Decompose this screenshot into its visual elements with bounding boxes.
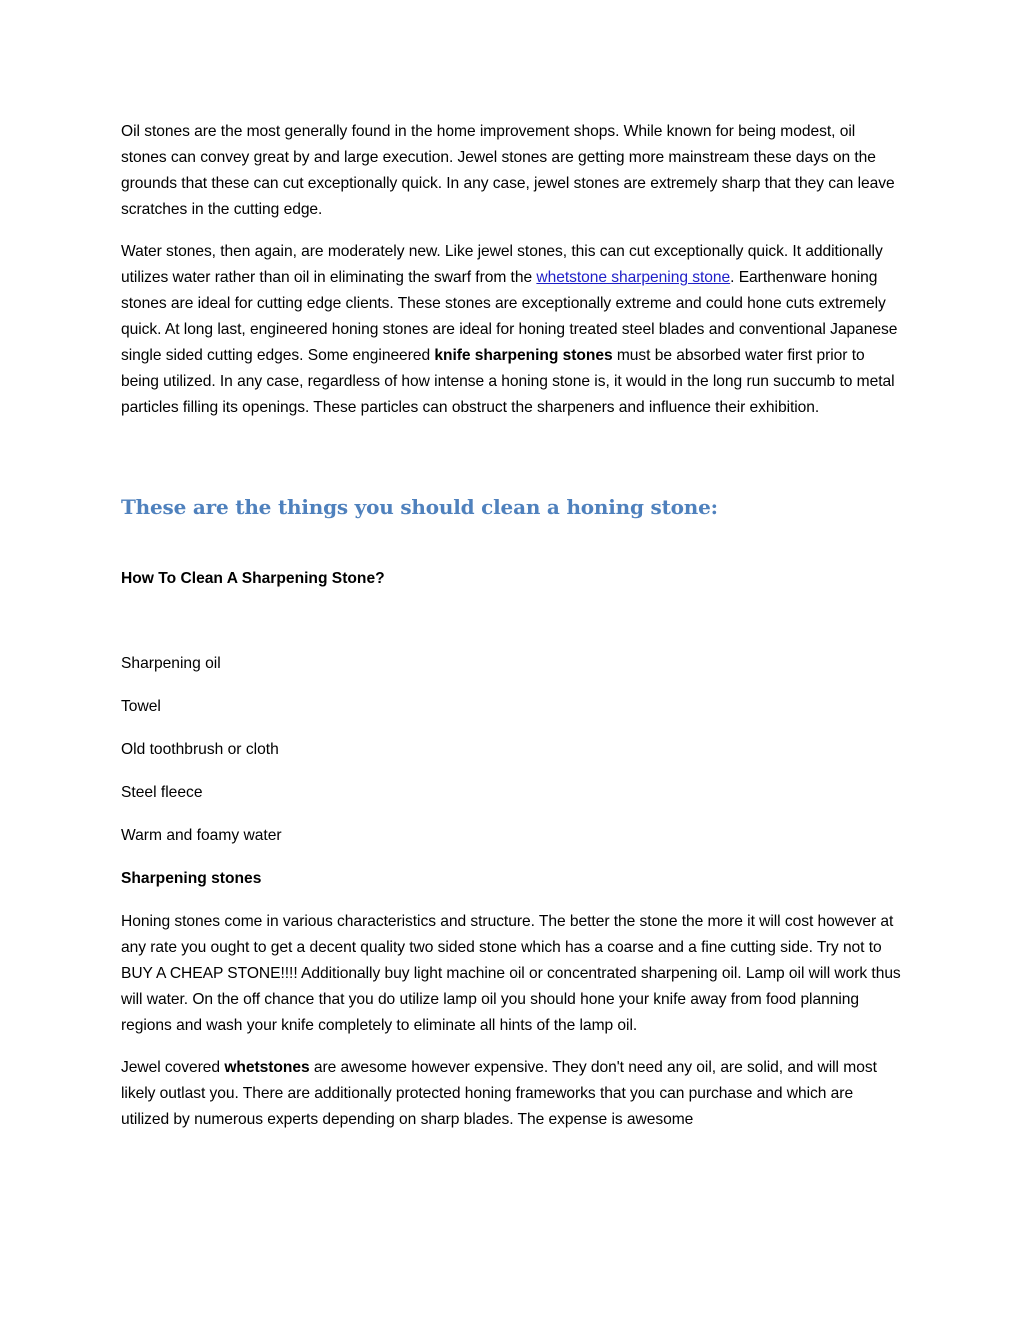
paragraph-text: Water stones, then again, are moderately new. Like jewel stones, this can cut exceptionally quick. It additionally utilizes water rather than oil in eliminating the swarf from the [121,243,883,286]
list-item: Old toothbrush or cloth [121,741,279,758]
subheading: How To Clean A Sharpening Stone? [121,570,385,587]
section-heading: These are the things you should clean a honing stone: [121,495,718,519]
paragraph-honing-stones: Honing stones come in various characteristics and structure. The better the stone the more it will cost however at any rate you ought to get a decent quality two sided stone which has a coarse and a fine cutting side. Try not to BUY A CHEAP STONE!!!! Additionally buy light machine oil or concentrated sharpening oil. Lamp oil will work thus will water. On the off chance that you do utilize lamp oil you should hone your knife away from food planning regions and wash your knife completely to eliminate all hints of the lamp oil. [121,913,901,1034]
list-item: Warm and foamy water [121,827,282,844]
list-item: Sharpening oil [121,655,221,672]
list-item: Steel fleece [121,784,203,801]
sharpening-stones-label: Sharpening stones [121,870,262,887]
paragraph-text: must be absorbed water first prior to being utilized. In any case, regardless of how intense a honing stone is, it would in the long run succumb to metal particles filling its openings. These particles can obstruct the sharpeners and influence their exhibition. [121,347,895,416]
list-item: Towel [121,698,161,715]
paragraph-text: Jewel covered [121,1059,225,1076]
document-page [121,119,905,1149]
paragraph-text: . Earthenware honing stones are ideal for cutting edge clients. These stones are exceptionally extreme and could hone cuts extremely quick. At long last, engineered honing stones are ideal for honing treated steel blades and conventional Japanese single sided cutting edges. Some engineered [121,269,898,364]
whetstone-sharpening-stone-link[interactable]: whetstone sharpening stone [536,269,731,286]
paragraph-text: are awesome however expensive. They don't need any oil, are solid, and will most likely outlast you. There are additionally protected honing frameworks that you can purchase and which are utilized by numerous experts depending on sharp blades. The expense is awesome [121,1059,877,1128]
paragraph-water-stones [121,239,905,421]
bold-term: whetstones [224,1059,310,1076]
bold-term: knife sharpening stones [434,347,613,364]
paragraph-oil-stones: Oil stones are the most generally found in the home improvement shops. While known for being modest, oil stones can convey great by and large execution. Jewel stones are getting more mainstream these days on the grounds that these can cut exceptionally quick. In any case, jewel stones are extremely sharp that they can leave scratches in the cutting edge. [121,123,895,218]
paragraph-jewel-covered [121,1055,905,1133]
